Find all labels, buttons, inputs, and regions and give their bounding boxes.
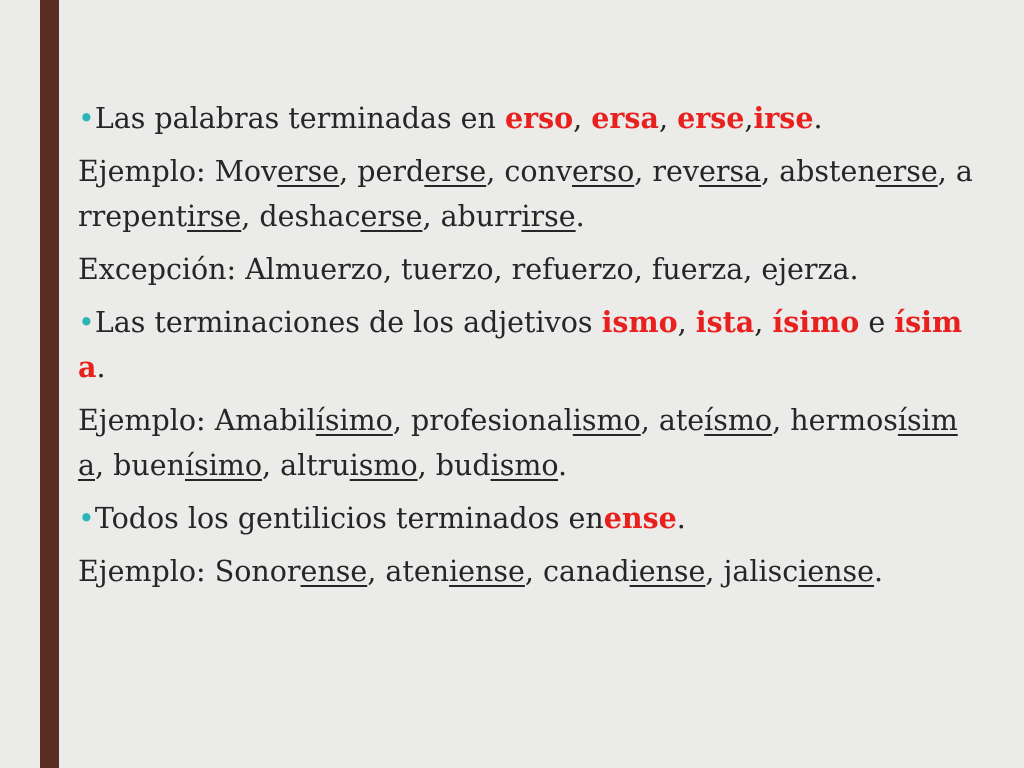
separator: , [486,155,505,188]
separator: , [705,555,724,588]
bullet-icon: • [78,306,95,339]
suffix-highlight: irse [753,101,814,135]
word-suffix: irse [521,200,576,233]
separator: , [392,404,411,437]
separator: . [96,351,106,384]
separator: , [658,102,678,135]
separator: , [241,200,260,233]
separator: , [677,306,696,339]
word-stem: buen [113,449,185,482]
bullet-icon: • [78,102,95,135]
accent-side-bar [40,0,59,768]
bullet-icon: • [78,502,95,535]
word-suffix: ismo [490,449,559,482]
exception-line [78,247,978,292]
word-suffix: iense [798,555,875,588]
word-stem: perd [357,155,425,188]
word-stem: hermos [790,404,898,437]
word-suffix: ísimo [184,449,262,482]
word-stem: bud [435,449,491,482]
word-stem: profesional [410,404,573,437]
word-suffix: ísmo [704,404,773,437]
separator: , [95,449,114,482]
word-suffix: iense [449,555,525,588]
word-stem: canad [543,555,630,588]
word-stem: deshac [259,200,361,233]
suffix-highlight: ersa [591,101,659,135]
separator: , [524,555,544,588]
separator: , [417,449,436,482]
word-stem: altru [280,449,350,482]
suffix-highlight: erse [677,101,745,135]
separator: , [367,555,386,588]
separator: , [339,155,358,188]
separator: , [754,306,773,339]
rule-ense [78,496,978,541]
word-suffix: erso [571,155,635,188]
word-suffix: erse [360,200,423,233]
rule-text: Todos los gentilicios terminados en [94,502,604,535]
suffix-highlight: ense [603,501,677,535]
separator: , [573,102,592,135]
separator: , [744,102,754,135]
separator: . [575,200,585,233]
word-stem: Mov [214,155,278,188]
suffix-highlight: ista [695,305,755,339]
word-stem: rev [652,155,699,188]
word-stem: jalisc [723,555,799,588]
example-lead: Ejemplo: [78,555,215,588]
separator: , [640,404,659,437]
separator: . [813,102,823,135]
word-stem: conv [504,155,572,188]
word-suffix: ersa [698,155,762,188]
word-suffix: ismo [572,404,641,437]
suffix-highlight: ismo [601,305,678,339]
word-suffix: ense [300,555,368,588]
word-suffix: ismo [349,449,418,482]
rule-text: Las palabras terminadas en [94,102,505,135]
separator: , [761,155,780,188]
separator: , [422,200,441,233]
word-suffix: irse [187,200,242,233]
suffix-highlight: erso [504,101,574,135]
word-stem: arrepent [78,155,973,233]
rule-erso-ersa-erse-irse [78,96,978,141]
suffix-highlight: ísima [78,305,963,384]
word-stem: absten [779,155,876,188]
separator: e [859,306,895,339]
word-suffix: ísima [78,404,958,482]
separator: . [874,555,884,588]
separator: , [262,449,281,482]
word-suffix: erse [424,155,487,188]
exception-text: Excepción: Almuerzo, tuerzo, refuerzo, fuerza, ejerza. [78,253,859,286]
example-lead: Ejemplo: [78,404,215,437]
word-stem: Amabil [214,404,316,437]
separator: , [634,155,653,188]
separator: . [558,449,568,482]
separator: . [676,502,686,535]
word-suffix: ísimo [315,404,393,437]
suffix-highlight: ísimo [772,305,860,339]
word-suffix: erse [875,155,938,188]
example-ense [78,549,978,594]
rule-ismo-ista-isimo-isima [78,300,978,390]
word-stem: Sonor [214,555,301,588]
rule-text: Las terminaciones de los adjetivos [94,306,602,339]
separator: , [937,155,956,188]
word-suffix: iense [629,555,706,588]
word-stem: aten [385,555,450,588]
separator: , [772,404,791,437]
example-ismo [78,398,978,488]
word-suffix: erse [277,155,340,188]
word-stem: aburr [440,200,522,233]
example-lead: Ejemplo: [78,155,215,188]
slide-body [78,96,978,602]
word-stem: ate [658,404,705,437]
example-erse [78,149,978,239]
